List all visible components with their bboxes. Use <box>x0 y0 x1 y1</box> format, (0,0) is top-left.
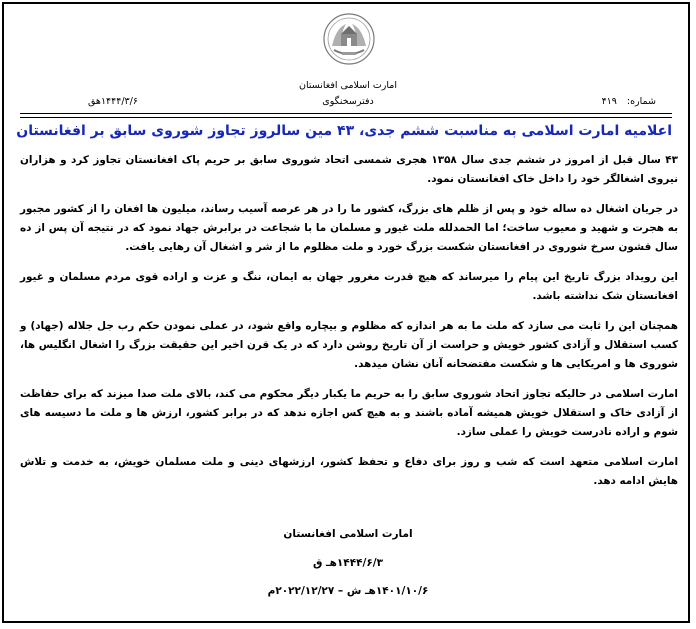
number-value: ۴۱۹ <box>601 96 617 107</box>
office-name: دفترسخنگوی <box>322 96 374 107</box>
document-date: ۱۴۴۴/۳/۶هق <box>88 96 138 107</box>
paragraph: امارت اسلامی متعهد است که شب و روز برای دفاع و تحفظ کشور، ارزشهای دینی و ملت مسلمان خویش، به خدمت و تلاش هایش ادامه دهد. <box>20 456 678 487</box>
paragraph: این رویداد بزرگ تاریخ این پیام را میرساند که هیچ قدرت مغرور جهان به ایمان، ننگ و عزت و اراده قوی مردم مسلمان و غیور افغانستان شک نداشته باشد. <box>20 271 678 302</box>
emirate-emblem-icon <box>322 12 376 66</box>
paragraph: همچنان این را ثابت می سازد که ملت ما به هر اندازه که مظلوم و بیچاره واقع شود، در عملی نمودن حکم رب جل جلاله (جهاد) و کسب استقلال و آزادی کشور خویش و حراست از آن تاریخ روشن دارد که در یک قرن اخیر این حقیقت بزرگ را اشغال انگلیس ها، شوروی ها و امریکایی ها و شکست مفتضحانه آنان نشان میدهد. <box>20 320 678 370</box>
header-divider <box>20 113 672 114</box>
header-divider-2 <box>20 117 672 118</box>
page-title: اعلامیه امارت اسلامی به مناسبت ششم جدی، ۴۳ مین سالروز تجاوز شوروی سابق بر افغانستان <box>16 123 672 139</box>
signature-issuer: امارت اسلامی افغانستان <box>283 528 413 540</box>
signature-hijri-date: ۱۴۴۴/۶/۳هـ ق <box>312 557 384 569</box>
issuer-name: امارت اسلامی افغانستان <box>299 80 397 91</box>
paragraph: امارت اسلامی در حالیکه تجاوز اتحاد شوروی سابق را به حریم ما یکبار دیگر محکوم می کند، بالای ملت صدا میزند که برای حفاظت از آزادی خاک و استقلال خویش همیشه آماده باشند و به هیچ کس اجازه ندهد که در برابر کشور، ارزش ها و ملت ما دسیسه های شوم و اراده نادرست خویش را عملی سازد. <box>20 388 678 438</box>
paragraph: ۴۳ سال قبل از امروز در ششم جدی سال ۱۳۵۸ هجری شمسی اتحاد شوروی سابق بر حریم پاک افغانستان تجاوز کرد و هزاران نیروی اشغالگر خود را داخل خاک افغانستان نمود. <box>20 154 678 185</box>
statement-body <box>20 151 678 502</box>
signature-dates: ۱۴۰۱/۱۰/۶هـ ش – ۲۰۲۲/۱۲/۲۷م <box>267 585 429 597</box>
number-label: شماره: <box>626 96 656 107</box>
document-number <box>602 96 656 107</box>
paragraph: در جریان اشغال ده ساله خود و پس از ظلم های بزرگ، کشور ما را در هر عرصه آسیب رساند، میلیون ها افغان را از کشور مجبور به هجرت و شهید و معیوب ساخت؛ اما الحمدلله ملت غیور و مسلمان ما با شجاعت در برابرش جهاد نمود که در نتیجه آن پس از ده سال قشون سرخ شوروی در افغانستان شکست بزرگ خورد و ملت مظلوم ما از شر و اشغال آن رهایی یافت. <box>20 203 678 253</box>
